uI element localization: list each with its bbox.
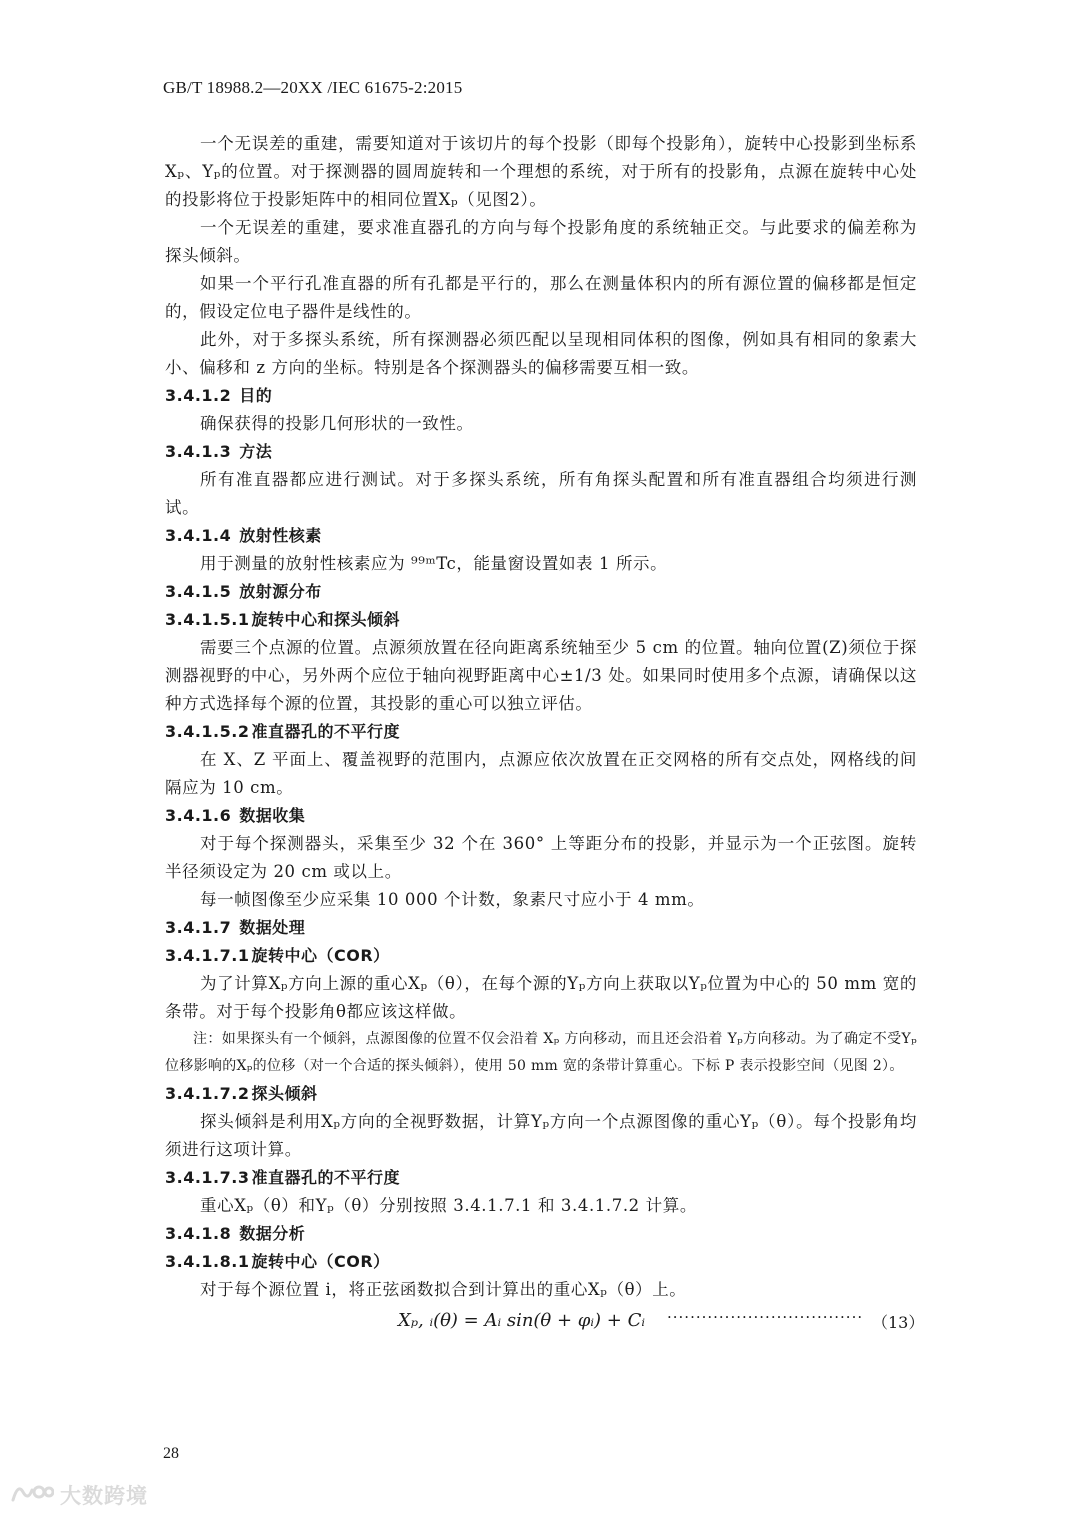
- section-title: 放射性核素: [239, 526, 322, 545]
- body-paragraph: 对于每个探测器头，采集至少 32 个在 360° 上等距分布的投影，并显示为一个正弦图。旋转半径须设定为 20 cm 或以上。: [165, 834, 917, 881]
- section-heading: [165, 438, 917, 466]
- section-title: 数据分析: [239, 1224, 306, 1243]
- body-paragraph: 重心Xₚ（θ）和Yₚ（θ）分别按照 3.4.1.7.1 和 3.4.1.7.2 计算。: [200, 1196, 697, 1215]
- section-title: 数据收集: [239, 806, 306, 825]
- section-title: 准直器孔的不平行度: [251, 722, 400, 741]
- body-paragraph: 对于每个源位置 i，将正弦函数拟合到计算出的重心Xₚ（θ）上。: [200, 1280, 687, 1299]
- section-title: 旋转中心（COR）: [251, 946, 390, 965]
- section-title: 旋转中心（COR）: [251, 1252, 390, 1271]
- section-heading: [165, 382, 917, 410]
- page-number: 28: [163, 1445, 179, 1462]
- section-number: 3.4.1.5: [165, 582, 232, 601]
- note-paragraph: 注：如果探头有一个倾斜，点源图像的位置不仅会沿着 Xₚ 方向移动，而且还会沿着 Yₚ方向移动。为了确定不受Yₚ位移影响的Xₚ的位移（对一个合适的探头倾斜），使用 50 mm 宽的条带计算重心。下标 P 表示投影空间（见图 2）。: [165, 1031, 917, 1074]
- body-paragraph: 每一帧图像至少应采集 10 000 个计数，象素尺寸应小于 4 mm。: [200, 890, 705, 909]
- section-number: 3.4.1.8: [165, 1224, 232, 1243]
- equation-13: [165, 1304, 925, 1344]
- section-heading: [165, 914, 917, 942]
- body-paragraph: 此外，对于多探头系统，所有探测器必须匹配以呈现相同体积的图像，例如具有相同的象素大小、偏移和 z 方向的坐标。特别是各个探测器头的偏移需要互相一致。: [165, 330, 917, 377]
- body-paragraph: 所有准直器都应进行测试。对于多探头系统，所有角探头配置和所有准直器组合均须进行测试。: [165, 470, 917, 517]
- body-paragraph: 为了计算Xₚ方向上源的重心Xₚ（θ），在每个源的Yₚ方向上获取以Yₚ位置为中心的 50 mm 宽的条带。对于每个投影角θ都应该这样做。: [165, 974, 917, 1021]
- section-title: 旋转中心和探头倾斜: [251, 610, 400, 629]
- body-paragraph: 用于测量的放射性核素应为 ⁹⁹ᵐTc，能量窗设置如表 1 所示。: [200, 554, 668, 573]
- section-heading: [165, 1220, 917, 1248]
- section-heading: [165, 522, 917, 550]
- body-paragraph: 一个无误差的重建，要求准直器孔的方向与每个投影角度的系统轴正交。与此要求的偏差称为探头倾斜。: [165, 218, 917, 265]
- equation-number: （13）: [872, 1313, 925, 1332]
- equation-leader: ··································: [667, 1308, 864, 1326]
- subsection-heading: [165, 1080, 917, 1108]
- section-number: 3.4.1.5.2: [165, 722, 250, 741]
- equation-formula: Xₚ, ᵢ(θ) = Aᵢ sin(θ + φᵢ) + Cᵢ: [398, 1310, 645, 1331]
- section-number: 3.4.1.4: [165, 526, 232, 545]
- section-number: 3.4.1.6: [165, 806, 232, 825]
- body-paragraph: 如果一个平行孔准直器的所有孔都是平行的，那么在测量体积内的所有源位置的偏移都是恒定的，假设定位电子器件是线性的。: [165, 274, 917, 321]
- section-heading: [165, 802, 917, 830]
- body-paragraph: 在 X、Z 平面上、覆盖视野的范围内，点源应依次放置在正交网格的所有交点处，网格线的间隔应为 10 cm。: [165, 750, 917, 797]
- watermark-text: 大数跨境: [60, 1484, 148, 1508]
- section-number: 3.4.1.3: [165, 442, 232, 461]
- body-paragraph: 一个无误差的重建，需要知道对于该切片的每个投影（即每个投影角），旋转中心投影到坐标系Xₚ、Yₚ的位置。对于探测器的圆周旋转和一个理想的系统，对于所有的投影角，点源在旋转中心处的投影将位于投影矩阵中的相同位置Xₚ（见图2）。: [165, 134, 917, 209]
- section-title: 探头倾斜: [251, 1084, 318, 1103]
- standard-header: GB/T 18988.2—20XX /IEC 61675-2:2015: [163, 78, 463, 97]
- watermark: [10, 1478, 148, 1512]
- section-number: 3.4.1.5.1: [165, 610, 250, 629]
- section-number: 3.4.1.7: [165, 918, 232, 937]
- section-title: 目的: [239, 386, 273, 405]
- section-title: 数据处理: [239, 918, 306, 937]
- section-title: 放射源分布: [239, 582, 322, 601]
- section-number: 3.4.1.7.2: [165, 1084, 250, 1103]
- section-number: 3.4.1.7.3: [165, 1168, 250, 1187]
- body-paragraph: 需要三个点源的位置。点源须放置在径向距离系统轴至少 5 cm 的位置。轴向位置(Z)须位于探测器视野的中心，另外两个应位于轴向视野距离中心±1/3 处。如果同时使用多个点源，请确保以这种方式选择每个源的位置，其投影的重心可以独立评估。: [165, 638, 917, 713]
- section-number: 3.4.1.2: [165, 386, 232, 405]
- section-number: 3.4.1.8.1: [165, 1252, 250, 1271]
- subsection-heading: [165, 1248, 917, 1276]
- subsection-heading: [165, 942, 917, 970]
- subsection-heading: [165, 718, 917, 746]
- subsection-heading: [165, 606, 917, 634]
- section-title: 方法: [239, 442, 273, 461]
- body-paragraph: 确保获得的投影几何形状的一致性。: [200, 414, 474, 433]
- body-paragraph: 探头倾斜是利用Xₚ方向的全视野数据，计算Yₚ方向一个点源图像的重心Yₚ（θ）。每个投影角均须进行这项计算。: [165, 1112, 917, 1159]
- document-body: [165, 130, 925, 1344]
- section-heading: [165, 578, 917, 606]
- section-number: 3.4.1.7.1: [165, 946, 250, 965]
- section-title: 准直器孔的不平行度: [251, 1168, 400, 1187]
- brand-logo-icon: [10, 1480, 54, 1510]
- subsection-heading: [165, 1164, 917, 1192]
